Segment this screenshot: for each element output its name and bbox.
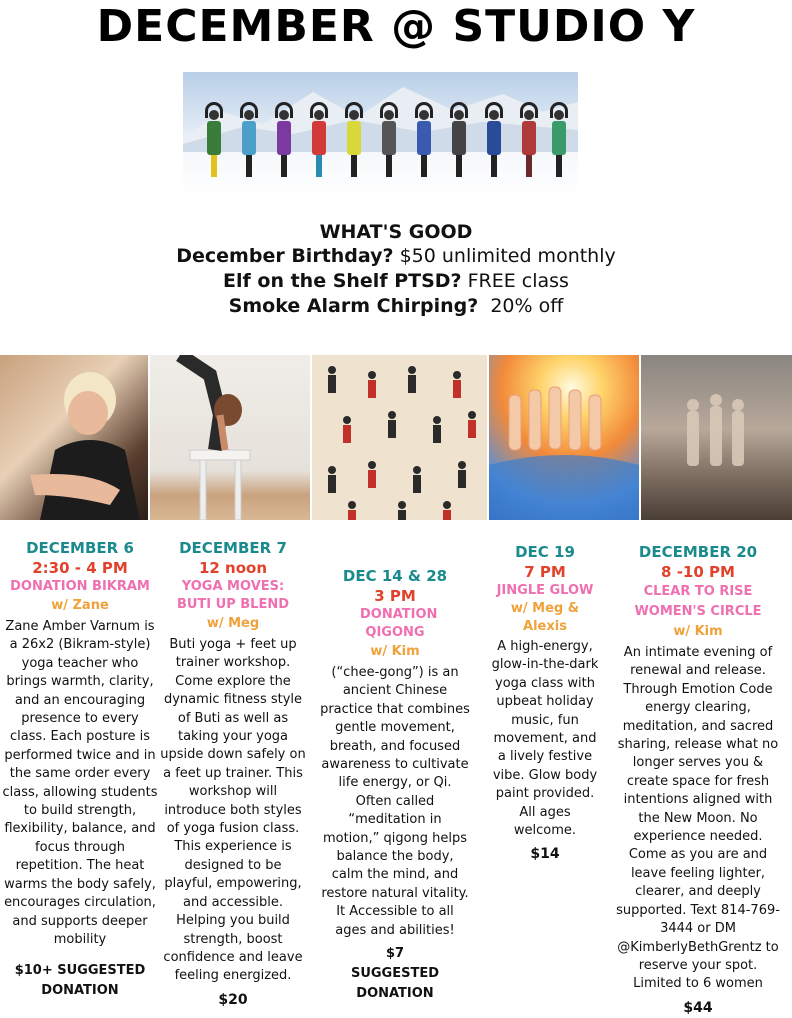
whats-good-section (0, 220, 792, 319)
event-instructor: w/ Zane (51, 598, 109, 613)
event-price: $44 (683, 999, 713, 1016)
womens-circle-image (641, 355, 792, 520)
jingle-glow-image (489, 355, 639, 520)
event-date: DECEMBER 7 (179, 539, 287, 557)
event-time: 8 -10 PM (661, 563, 735, 581)
event-name: CLEAR TO RISE WOMEN'S CIRCLE (634, 584, 762, 619)
event-column-dec-19 (490, 542, 600, 864)
whats-good-rest: 20% off (478, 295, 564, 317)
event-column-dec-14-28 (320, 566, 470, 1004)
event-time: 3 PM (374, 587, 416, 605)
event-time: 12 noon (198, 559, 268, 577)
event-description: A high-energy, glow-in-the-dark yoga class with upbeat holiday music, fun movement, and a lively festive vibe. Glow body paint provided. All ages welcome. (491, 639, 599, 839)
whats-good-line (0, 294, 792, 319)
event-column-dec-6 (2, 538, 158, 1001)
event-name: DONATION QIGONG (360, 607, 438, 640)
hero-photo (183, 72, 578, 195)
whats-good-bold: Elf on the Shelf PTSD? (223, 270, 462, 292)
whats-good-bold: Smoke Alarm Chirping? (228, 295, 479, 317)
event-column-dec-20 (616, 542, 780, 1018)
event-instructor: w/ Meg (206, 616, 260, 631)
bikram-photo (0, 355, 148, 520)
event-instructor: w/ Meg & Alexis (510, 601, 580, 634)
whats-good-rest: FREE class (461, 270, 569, 292)
jingle-glow-photo (489, 355, 639, 520)
event-price: $7 SUGGESTED DONATION (350, 946, 440, 1002)
event-time: 2:30 - 4 PM (32, 559, 128, 577)
event-name: YOGA MOVES: BUTI UP BLEND (176, 579, 290, 612)
buti-photo (150, 355, 310, 520)
event-instructor: w/ Kim (673, 624, 723, 639)
event-price: $10+ SUGGESTED DONATION (14, 963, 146, 999)
bikram-instructor-image (0, 355, 148, 520)
event-price: $14 (530, 846, 560, 863)
whats-good-bold: December Birthday? (176, 245, 394, 267)
event-price: $20 (218, 991, 248, 1008)
whats-good-heading: WHAT'S GOOD (319, 221, 473, 243)
event-date: DECEMBER 20 (638, 543, 758, 561)
whats-good-line (0, 244, 792, 269)
qigong-figures-image (312, 355, 487, 520)
event-time: 7 PM (524, 563, 566, 581)
whats-good-rest: $50 unlimited monthly (393, 245, 616, 267)
event-date: DEC 14 & 28 (342, 567, 448, 585)
event-instructor: w/ Kim (370, 644, 420, 659)
whats-good-line (0, 269, 792, 294)
qigong-photo (312, 355, 487, 520)
event-description: Zane Amber Varnum is a 26x2 (Bikram-style) yoga teacher who brings warmth, clarity, and an encouraging presence to every class. Each posture is performed twice and in the same order every class, allowing students to build strength, flexibility, balance, and focus through repetition. The heat warms the body safely, encourages circulation, and supports deeper mobility (2, 619, 158, 947)
event-name: DONATION BIKRAM (10, 579, 150, 594)
buti-instructor-image (150, 355, 310, 520)
event-date: DEC 19 (515, 543, 575, 561)
event-description: Buti yoga + feet up trainer workshop. Come explore the dynamic fitness style of Buti as well as taking your yoga upside down safely on a feet up trainer. This workshop will introduce both styles of yoga fusion class. This experience is designed to be playful, empowering, and accessible. Helping you build strength, boost confidence and leave feeling energized. (160, 637, 306, 984)
event-column-dec-7 (160, 538, 306, 1010)
page-title: DECEMBER @ STUDIO Y (96, 1, 696, 52)
womens-circle-photo (641, 355, 792, 520)
event-description: (“chee-gong”) is an ancient Chinese practice that combines gentle movement, breath, and focused awareness to cultivate life energy, or Qi. Often called “meditation in motion,” qigong helps balance the body, calm the mind, and restore natural vitality. It Accessible to all ages and abilities! (320, 665, 470, 938)
class-photos-strip (0, 355, 792, 520)
event-date: DECEMBER 6 (26, 539, 134, 557)
event-name: JINGLE GLOW (496, 583, 594, 598)
event-description: An intimate evening of renewal and release. Through Emotion Code energy clearing, meditation, and sacred sharing, release what no longer serves you & create space for fresh intentions aligned with the New Moon. No experience needed. Come as you are and leave feeling lighter, clearer, and deeply supported. Text 814-769-3444 or DM @KimberlyBethGrentz to reserve your spot. Limited to 6 women (616, 645, 780, 992)
